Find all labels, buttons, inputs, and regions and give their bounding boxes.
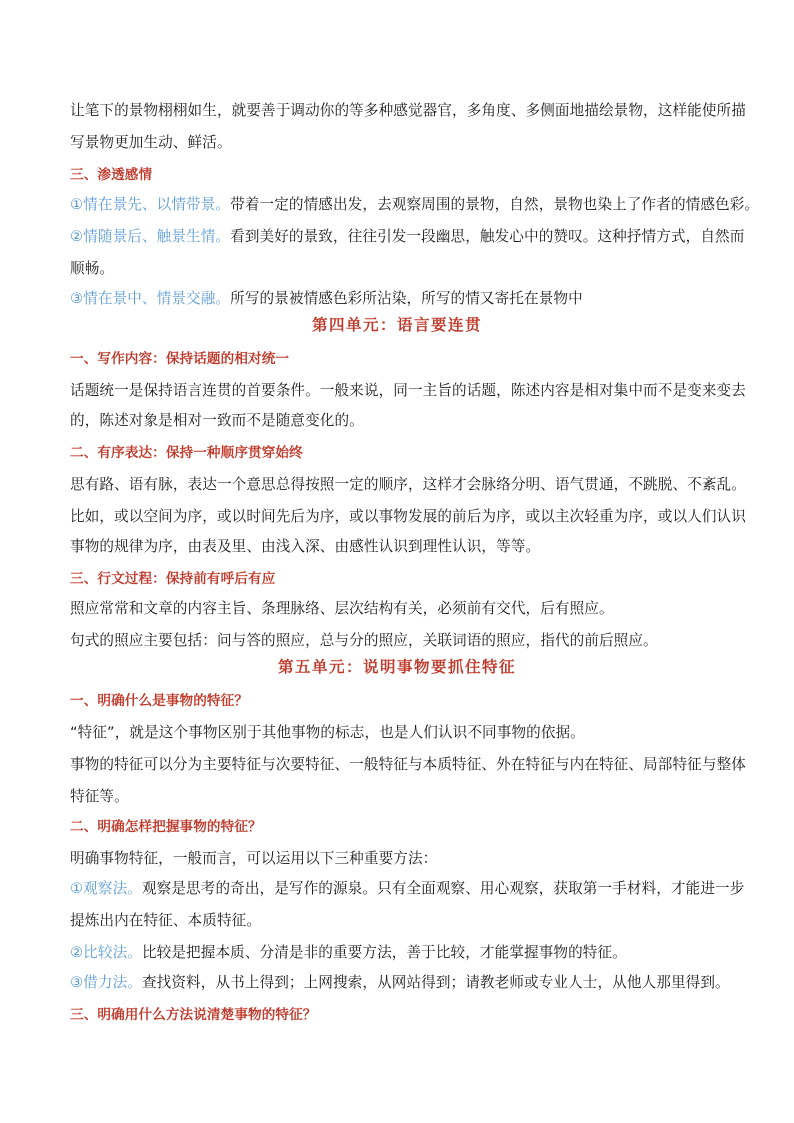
unit5-s1-heading: 一、明确什么是事物的特征？ [70, 693, 249, 709]
unit4-s3-line-2: 句式的照应主要包括：问与答的照应，总与分的照应，关联词语的照应，指代的前后照应。 [70, 632, 658, 649]
unit5-s2-heading: 二、明确怎样把握事物的特征？ [70, 819, 262, 835]
method-item-1-cont: 提炼出内在特征、本质特征。 [70, 912, 262, 929]
emotion-item-2-cont: 顺畅。 [70, 260, 115, 277]
unit4-s1-line-1: 话题统一是保持语言连贯的首要条件。一般来说，同一主旨的话题，陈述内容是相对集中而不是变来变去 [70, 382, 746, 399]
unit4-s3-line-1: 照应常常和文章的内容主旨、条理脉络、层次结构有关，必须前有交代，后有照应。 [70, 600, 614, 617]
unit4-s2-line-1: 思有路、语有脉，表达一个意思总得按照一定的顺序，这样才会脉络分明、语气贯通，不跳脱、不紊乱。 [70, 476, 746, 493]
unit4-s3-heading: 三、行文过程：保持前有呼后有应 [70, 571, 276, 587]
emotion-item-1 [70, 194, 760, 216]
intro-line-1: 让笔下的景物栩栩如生，就要善于调动你的等多种感觉器官，多角度、多侧面地描绘景物，这样能使所描 [70, 102, 746, 119]
unit4-s2-heading: 二、有序表达：保持一种顺序贯穿始终 [70, 445, 303, 461]
unit-5-title: 第五单元：说明事物要抓住特征 [277, 657, 516, 676]
intro-line-2: 写景物更加生动、鲜活。 [70, 134, 232, 151]
method-item-2 [70, 942, 730, 964]
emotion-item-1-text: 带着一定的情感出发，去观察周围的景物，自然，景物也染上了作者的情感色彩。 [230, 196, 760, 213]
method-item-1-text: 观察是思考的奇出，是写作的源泉。只有全面观察、用心观察，获取第一手材料，才能进一步 [141, 880, 745, 897]
emotion-item-3 [70, 288, 730, 310]
unit5-s2-line-1: 明确事物特征，一般而言，可以运用以下三种重要方法： [70, 850, 438, 867]
method-item-3-lead: ③借力法。 [70, 974, 142, 991]
unit5-s1-line-2: 事物的特征可以分为主要特征与次要特征、一般特征与本质特征、外在特征与内在特征、局部特征与整体 [70, 756, 746, 773]
unit5-s3-heading: 三、明确用什么方法说清楚事物的特征？ [70, 1007, 317, 1023]
section-heading-emotion: 三、渗透感情 [70, 167, 153, 183]
method-item-2-lead: ②比较法。 [70, 944, 142, 961]
emotion-item-3-lead: ③情在景中、情景交融。 [70, 290, 231, 307]
method-item-3-text: 查找资料，从书上得到；上网搜索，从网站得到；请教老师或专业人士，从他人那里得到。 [141, 974, 730, 991]
emotion-item-3-text: 所写的景被情感色彩所沾染，所写的情又寄托在景物中 [230, 290, 583, 307]
unit4-s2-line-2: 比如，或以空间为序，或以时间先后为序，或以事物发展的前后为序，或以主次轻重为序，或以人们认识 [70, 508, 746, 525]
method-item-3 [70, 972, 730, 994]
unit4-s1-line-2: 的，陈述对象是相对一致而不是随意变化的。 [70, 412, 364, 429]
emotion-item-2-lead: ②情随景后、触景生情。 [70, 228, 231, 245]
unit5-s1-line-1: “特征”，就是这个事物区别于其他事物的标志，也是人们认识不同事物的依据。 [70, 724, 585, 741]
method-item-1-lead: ①观察法。 [70, 880, 142, 897]
unit-4-title: 第四单元：语言要连贯 [311, 315, 482, 334]
method-item-2-text: 比较是把握本质、分清是非的重要方法，善于比较，才能掌握事物的特征。 [141, 944, 627, 961]
unit5-s1-line-3: 特征等。 [70, 788, 129, 805]
unit4-s2-line-3: 事物的规律为序，由表及里、由浅入深、由感性认识到理性认识，等等。 [70, 538, 541, 555]
unit4-s1-heading: 一、写作内容：保持话题的相对统一 [70, 351, 290, 367]
emotion-item-2 [70, 226, 745, 248]
method-item-1 [70, 878, 745, 900]
emotion-item-1-lead: ①情在景先、以情带景。 [70, 196, 231, 213]
emotion-item-2-text: 看到美好的景致，往往引发一段幽思，触发心中的赞叹。这种抒情方式，自然而 [230, 228, 745, 245]
